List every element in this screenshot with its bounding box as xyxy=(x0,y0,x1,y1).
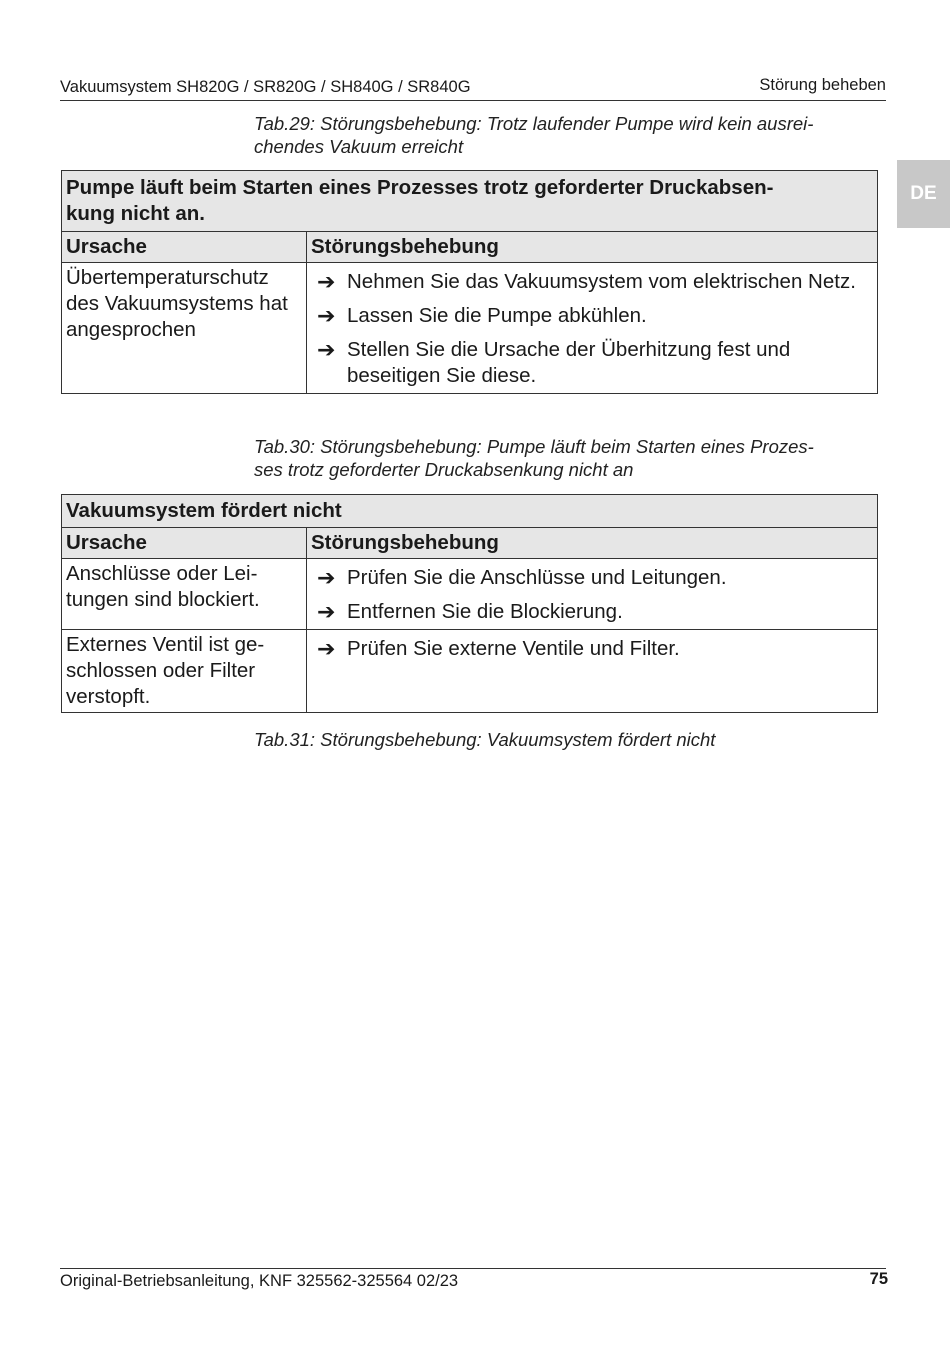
caption-tab-30 xyxy=(254,435,876,481)
action-text: Lassen Sie die Pumpe abkühlen. xyxy=(347,304,647,327)
caption-line: chendes Vakuum erreicht xyxy=(254,136,464,157)
column-header-fix: Störungsbehebung xyxy=(307,232,878,263)
action-item xyxy=(317,337,873,389)
action-item xyxy=(317,565,873,591)
cause-cell: Anschlüsse oder Lei-tungen sind blockiert. xyxy=(62,559,307,630)
running-header-section: Störung beheben xyxy=(759,76,886,94)
arrow-right-icon: ➔ xyxy=(317,565,336,590)
action-item xyxy=(317,269,873,295)
column-header-cause: Ursache xyxy=(62,232,307,263)
table-title-line: kung nicht an. xyxy=(66,202,205,225)
table-title-line: Pumpe läuft beim Starten eines Prozesses trotz geforderter Druckabsen- xyxy=(66,176,774,199)
language-tab: DE xyxy=(897,160,950,228)
cause-cell: Externes Ventil ist ge-schlossen oder Filter verstopft. xyxy=(62,630,307,713)
actions-cell xyxy=(307,559,878,630)
caption-tab-29 xyxy=(254,112,876,158)
action-text: Prüfen Sie die Anschlüsse und Leitungen. xyxy=(347,566,727,589)
actions-cell xyxy=(307,263,878,394)
header-divider xyxy=(60,100,886,101)
table-header-row xyxy=(62,232,878,263)
caption-line: Tab.30: Störungsbehebung: Pumpe läuft beim Starten eines Prozes- xyxy=(254,436,814,457)
column-header-cause: Ursache xyxy=(62,528,307,559)
table-row xyxy=(62,263,878,394)
table-header-row xyxy=(62,528,878,559)
arrow-right-icon: ➔ xyxy=(317,636,336,661)
action-item xyxy=(317,636,873,662)
cause-cell: Übertemperaturschutz des Vakuumsystems hat angesprochen xyxy=(62,263,307,394)
table-row xyxy=(62,630,878,713)
arrow-right-icon: ➔ xyxy=(317,303,336,328)
footer-divider xyxy=(60,1268,886,1269)
page-number: 75 xyxy=(869,1270,888,1288)
action-item xyxy=(317,303,873,329)
action-item xyxy=(317,599,873,625)
arrow-right-icon: ➔ xyxy=(317,599,336,624)
table-title xyxy=(62,171,878,232)
action-text: Stellen Sie die Ursache der Überhitzung fest und beseitigen Sie diese. xyxy=(347,338,791,387)
caption-tab-31: Tab.31: Störungsbehebung: Vakuumsystem fördert nicht xyxy=(254,729,716,750)
table-title: Vakuumsystem fördert nicht xyxy=(62,495,878,528)
action-text: Nehmen Sie das Vakuumsystem vom elektrischen Netz. xyxy=(347,270,856,293)
table-title-row xyxy=(62,171,878,232)
action-text: Prüfen Sie externe Ventile und Filter. xyxy=(347,637,680,660)
action-text: Entfernen Sie die Blockierung. xyxy=(347,600,623,623)
arrow-right-icon: ➔ xyxy=(317,337,336,362)
actions-cell xyxy=(307,630,878,713)
caption-line: ses trotz geforderter Druckabsenkung nicht an xyxy=(254,459,634,480)
fault-table-pump-not-starting xyxy=(61,170,878,394)
table-row xyxy=(62,559,878,630)
footer-document-info: Original-Betriebsanleitung, KNF 325562-325564 02/23 xyxy=(60,1272,459,1290)
table-title-row xyxy=(62,495,878,528)
running-header-title: Vakuumsystem SH820G / SR820G / SH840G / SR840G xyxy=(60,78,471,96)
arrow-right-icon: ➔ xyxy=(317,269,336,294)
caption-line: Tab.29: Störungsbehebung: Trotz laufender Pumpe wird kein ausrei- xyxy=(254,113,814,134)
column-header-fix: Störungsbehebung xyxy=(307,528,878,559)
fault-table-no-delivery xyxy=(61,494,878,713)
